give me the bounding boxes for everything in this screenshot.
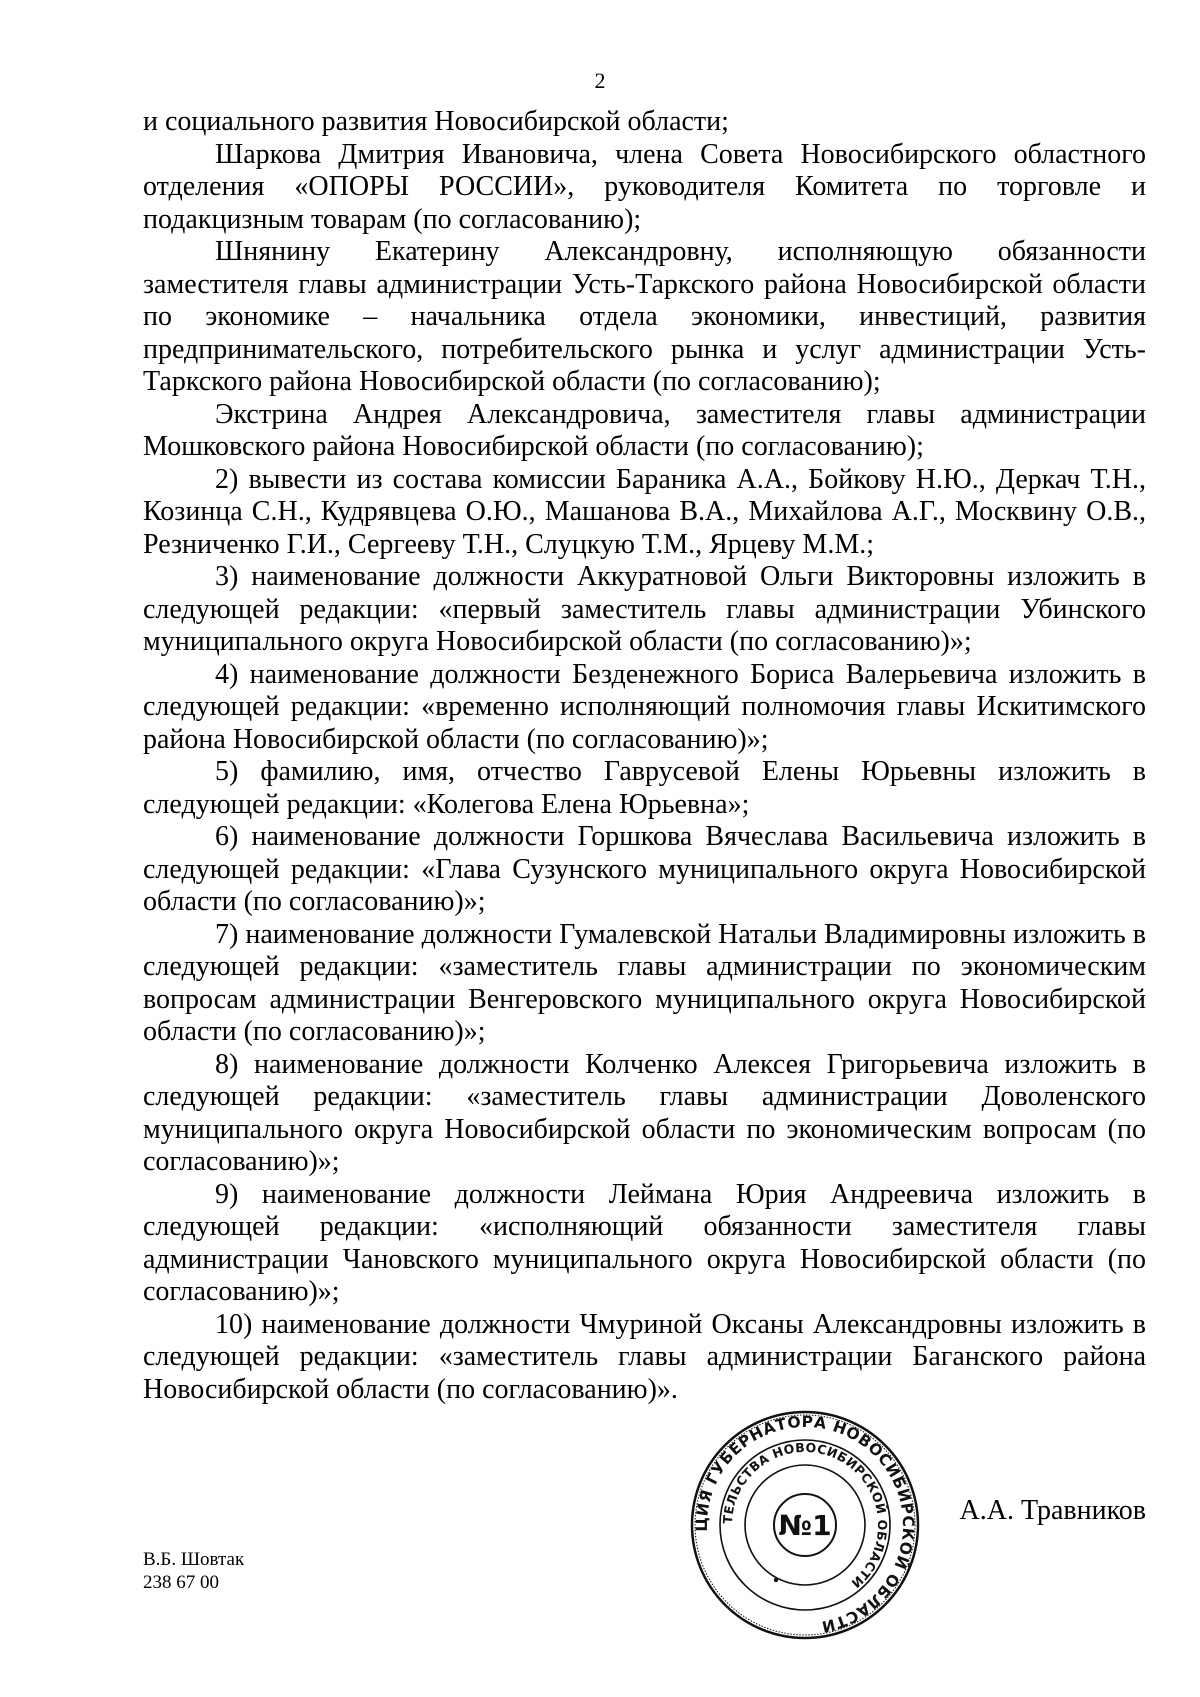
seal-outer-text: ЦИЯ ГУБЕРНАТОРА НОВОСИБИРСКОЙ ОБЛАСТИ [692, 1412, 918, 1636]
document-body [143, 106, 1146, 1406]
paragraph: Шнянину Екатерину Александровну, исполняющую обязанности заместителя главы администрации Усть-Таркского района Новосибирской области по экономике – начальника отдела экономики, инвестиций, развития предпринимательского, потребительского рынка и услуг администрации Усть-Таркского района Новосибирской области (по согласованию); [143, 236, 1146, 397]
official-seal [690, 1410, 920, 1640]
paragraph: 8) наименование должности Колченко Алексея Григорьевича изложить в следующей редакции: «заместитель главы администрации Доволенского муниципального округа Новосибирской области по экономическим вопросам (по согласованию)»; [143, 1048, 1146, 1177]
paragraph: Шаркова Дмитрия Ивановича, члена Совета Новосибирского областного отделения «ОПОРЫ РОССИИ», руководителя Комитета по торговле и подакцизным товарам (по согласованию); [143, 138, 1146, 235]
paragraph: 2) вывести из состава комиссии Бараника А.А., Бойкову Н.Ю., Деркач Т.Н., Козинца С.Н., Кудрявцева О.Ю., Машанова В.А., Михайлова А.Г., Москвину О.В., Резниченко Г.И., Сергееву Т.Н., Слуцкую Т.М., Ярцеву М.М.; [143, 463, 1146, 560]
paragraph: 4) наименование должности Безденежного Бориса Валерьевича изложить в следующей редакции: «временно исполняющий полномочия главы Искитимского района Новосибирской области (по согласованию)»; [143, 658, 1146, 755]
signatory-name: А.А. Травников [959, 1495, 1146, 1526]
paragraph: Экстрина Андрея Александровича, заместителя главы администрации Мошковского района Новосибирской области (по согласованию); [143, 398, 1146, 462]
paragraph: 9) наименование должности Леймана Юрия Андреевича изложить в следующей редакции: «исполняющий обязанности заместителя главы администрации Чановского муниципального округа Новосибирской области (по согласованию)»; [143, 1178, 1146, 1307]
executor-name: В.Б. Шовтак [143, 1549, 245, 1570]
paragraph: 5) фамилию, имя, отчество Гаврусевой Елены Юрьевны изложить в следующей редакции: «Колегова Елена Юрьевна»; [143, 756, 1146, 820]
seal-center-text: №1 [778, 1509, 832, 1542]
seal-dot-icon [774, 1578, 778, 1582]
paragraph: 7) наименование должности Гумалевской Натальи Владимировны изложить в следующей редакции: «заместитель главы администрации по экономическим вопросам администрации Венгеровского муниципального округа Новосибирской области (по согласованию)»; [143, 918, 1146, 1047]
executor-phone: 238 67 00 [143, 1572, 219, 1593]
seal-inner-text: ТЕЛЬСТВА НОВОСИБИРСКОЙ ОБЛАСТИ [719, 1439, 891, 1592]
paragraph: 10) наименование должности Чмуриной Оксаны Александровны изложить в следующей редакции: «заместитель главы администрации Баганского района Новосибирской области (по согласованию)». [143, 1308, 1146, 1405]
page-number: 2 [594, 68, 606, 93]
paragraph: 3) наименование должности Аккуратновой Ольги Викторовны изложить в следующей редакции: «первый заместитель главы администрации Убинского муниципального округа Новосибирской области (по согласованию)»; [143, 561, 1146, 657]
executor-block [143, 1548, 244, 1594]
paragraph: 6) наименование должности Горшкова Вячеслава Васильевича изложить в следующей редакции: «Глава Сузунского муниципального округа Новосибирской области (по согласованию)»; [143, 821, 1146, 917]
paragraph: и социального развития Новосибирской области; [143, 106, 729, 137]
